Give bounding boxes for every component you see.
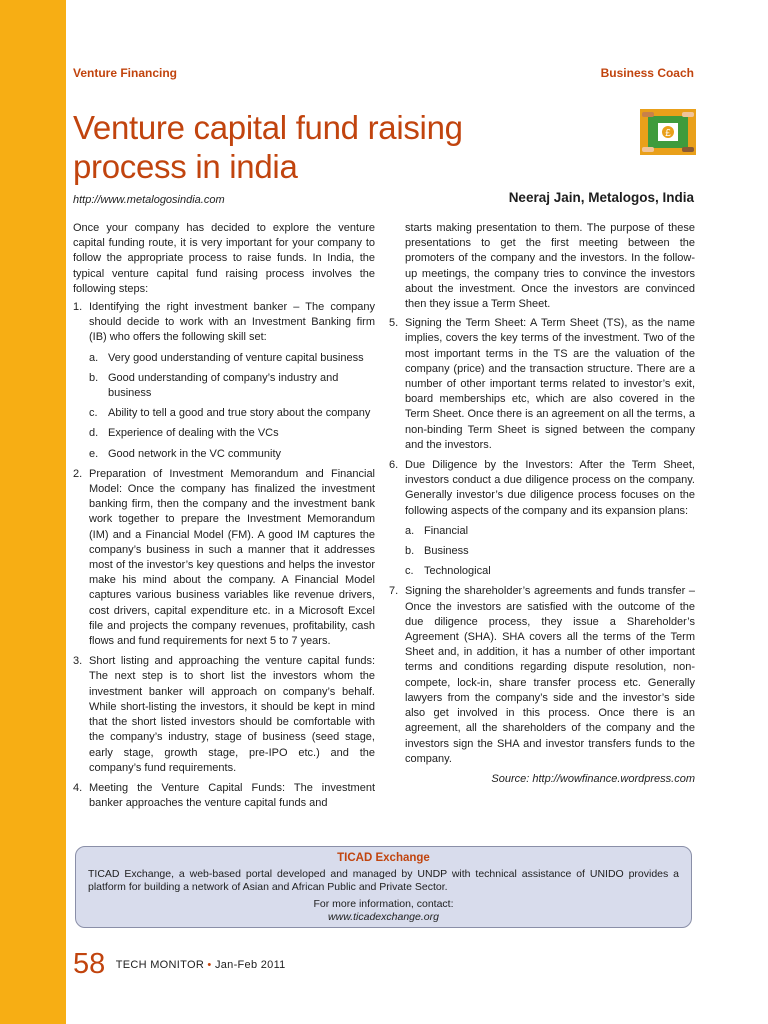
- list-letter: d.: [89, 427, 99, 440]
- bullet-separator: •: [207, 958, 212, 971]
- box-text: TICAD Exchange, a web-based portal developed and managed by UNDP with technical assistance of UNIDO provides a platform for building a network of Asian and African Public and Private Sector.: [88, 868, 679, 893]
- step-number: 2.: [73, 467, 83, 480]
- step-text: Identifying the right investment banker – The company should decide to work with an Investment Banking firm (IB) who offers the following skill set:: [89, 301, 375, 344]
- website-url: http://www.metalogosindia.com: [73, 194, 225, 206]
- list-item: [405, 544, 695, 559]
- list-item: [89, 351, 375, 366]
- step-3: [73, 654, 375, 776]
- footer-publication: [116, 959, 286, 971]
- step-text: Preparation of Investment Memorandum and Financial Model: Once the company has finalized the investment banking firm, then the company and the investment bank work together to prepare the Investment Memorandum (IM) and a Financial Model (FM). A good IM captures the company’s business in such a manner that it addresses most of the investor’s key questions and helps the investor make his mind about the company. A Financial Model captures various business variables like revenue drivers, cost drivers, capital expenditure etc. in a Microsoft Excel file and projects the company revenues, profitability, cash flows and fund requirements for next 5 to 7 years.: [89, 467, 375, 648]
- list-letter: e.: [89, 447, 99, 460]
- right-column: [389, 221, 695, 787]
- list-text: Experience of dealing with the VCs: [108, 427, 279, 440]
- step-number: 7.: [389, 585, 399, 598]
- box-title: TICAD Exchange: [337, 852, 430, 864]
- list-letter: c.: [405, 565, 414, 578]
- business-coach-logo: [640, 109, 696, 155]
- list-text: Business: [424, 545, 469, 558]
- step-number: 4.: [73, 781, 83, 794]
- list-item: [89, 371, 375, 401]
- left-column: [73, 221, 375, 816]
- article-title: Venture capital fund raising process in india: [73, 109, 463, 185]
- intro-paragraph: Once your company has decided to explore the venture capital funding route, it is very important for your company to follow the appropriate process to raise funds. In India, the typical venture capital fund raising process involves the following steps:: [73, 222, 375, 295]
- step-5: [389, 316, 695, 453]
- step-text: Signing the shareholder’s agreements and funds transfer – Once the investors are satisfied with the outcome of the due diligence process, they issue a Shareholder’s Agreement (SHA). SHA covers all the terms of the Term Sheet and, in addition, it has a number of other important terms and conditions regarding dispute resolution, non-compete, lock-in, share transfer process etc. Generally lawyers from the company’s side and the investor’s side also get involved in this process. Once there is an agreement, all the shareholders of the company and the investors sign the SHA and investor transfers funds to the company.: [405, 585, 695, 765]
- step-2: [73, 467, 375, 649]
- author-byline: Neeraj Jain, Metalogos, India: [508, 190, 694, 205]
- section-label: Venture Financing: [73, 66, 178, 80]
- step-1: [73, 300, 375, 462]
- publication-name: TECH MONITOR: [115, 958, 205, 971]
- step-text: Signing the Term Sheet: A Term Sheet (TS), as the name implies, covers the key terms of the investment. Two of the most important terms in the TS are the valuation of the company (price) and the transaction structure. There are a number of other important terms related to investor’s exit, board memberships etc, which are also covered in the Term Sheet. Once there is an agreement on all the terms, a non-binding Term Sheet is signed between the company and the investors.: [405, 317, 695, 451]
- list-text: Very good understanding of venture capital business: [108, 351, 364, 364]
- list-item: [405, 564, 695, 579]
- list-letter: b.: [405, 545, 415, 558]
- step-7: [389, 584, 695, 766]
- page-side-bar: [0, 0, 66, 1024]
- list-letter: a.: [405, 524, 415, 537]
- column-label: Business Coach: [600, 66, 694, 80]
- list-text: Financial: [424, 524, 469, 537]
- issue-date: Jan-Feb 2011: [214, 958, 286, 971]
- svg-text:£: £: [665, 128, 671, 139]
- step-number: 3.: [73, 655, 83, 668]
- step-number: 1.: [73, 301, 83, 314]
- step-text: Meeting the Venture Capital Funds: The investment banker approaches the venture capital funds and: [89, 781, 375, 810]
- list-text: Good understanding of company’s industry and business: [108, 371, 339, 400]
- list-item: [405, 524, 695, 539]
- list-text: Ability to tell a good and true story about the company: [108, 407, 371, 420]
- list-item: [89, 447, 375, 462]
- step-text: Due Diligence by the Investors: After the Term Sheet, investors conduct a due diligence process on the company. Generally investor’s due diligence process focuses on the following aspects of the company and its expansion plans:: [405, 459, 695, 517]
- step-4-continued: starts making presentation to them. The purpose of these presentations to get the first meeting between the promoters of the company and the investors. In the follow-up meetings, the company tries to convince the investors about the investment. Once the investors are convinced then they issue a Term Sheet.: [405, 222, 695, 311]
- due-diligence-list: [405, 524, 695, 580]
- source-citation: Source: http://wowfinance.wordpress.com: [491, 772, 695, 785]
- step-6: [389, 458, 695, 579]
- step-number: 5.: [389, 317, 399, 330]
- list-text: Technological: [424, 565, 491, 578]
- step-number: 6.: [389, 459, 399, 472]
- list-item: [89, 426, 375, 441]
- page-footer: [73, 948, 286, 981]
- list-letter: b.: [89, 371, 99, 384]
- ticad-info-box: [75, 846, 692, 928]
- box-contact-label: For more information, contact:: [313, 898, 454, 910]
- step-4: [73, 781, 375, 811]
- step-text: Short listing and approaching the venture capital funds: The next step is to short list the investors whom the investment banker will approach on company’s behalf. While short-listing the investors, it should be kept in mind that the short listed investors should be comfortable with the company’s industry, stage of business (seed stage, early stage, growth stage, pre-IPO etc.) and the company’s fund requirements.: [89, 655, 375, 774]
- page-number: 58: [73, 948, 106, 980]
- list-item: [89, 406, 375, 421]
- list-letter: a.: [89, 351, 99, 364]
- skill-list: [89, 351, 375, 462]
- list-letter: c.: [89, 407, 98, 420]
- list-text: Good network in the VC community: [108, 447, 282, 460]
- box-link[interactable]: www.ticadexchange.org: [328, 911, 439, 923]
